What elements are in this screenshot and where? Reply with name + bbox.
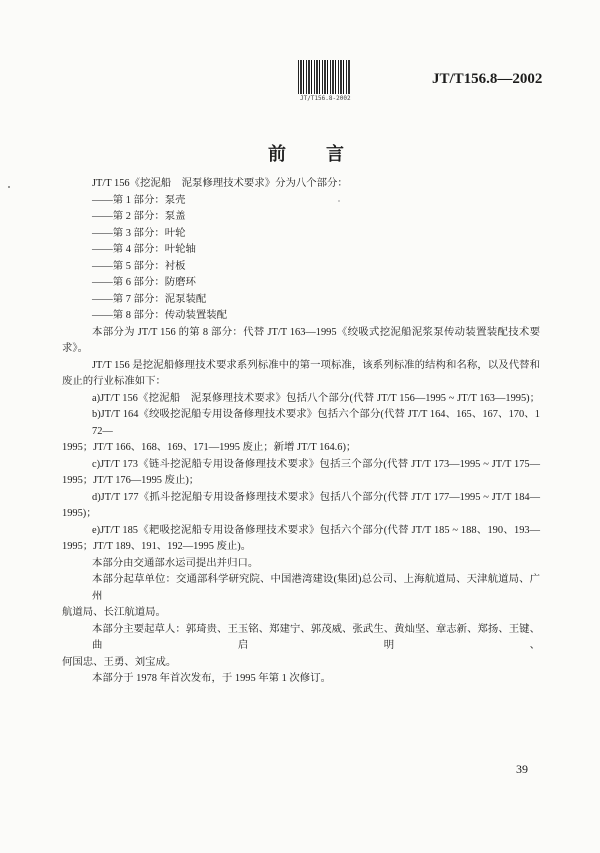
foreword-body (62, 176, 540, 688)
text-line: e)JT/T 185《耙吸挖泥船专用设备修理技术要求》包括六个部分(代替 JT/T 185 ~ 188、190、193— (92, 524, 540, 536)
heading-foreword-char-1: 前 (268, 144, 286, 164)
text-line: 本部分主要起草人：郭琦贵、王玉铭、郑建宁、郭茂威、张武生、黄灿坚、章志新、郑扬、王键、曲启明、 (92, 623, 540, 651)
text-line: 本部分起草单位：交通部科学研究院、中国港湾建设(集团)总公司、上海航道局、天津航道局、广州 (92, 574, 540, 602)
text-line: 本部分由交通部水运司提出并归口。 (92, 557, 259, 569)
text-line: 废止的行业标准如下： (62, 376, 166, 387)
barcode-text: JT/T156.8-2002 (300, 95, 351, 102)
text-line: ——第 6 部分：防磨环 (92, 277, 196, 288)
text-line: 1995)； (62, 508, 97, 519)
heading-foreword-char-2: 言 (326, 144, 344, 164)
text-line: 1995；JT/T 189、191、192—1995 废止)。 (62, 541, 252, 552)
text-line: ——第 2 部分：泵盖 (92, 211, 186, 222)
text-line: 1995；JT/T 176—1995 废止)； (62, 475, 200, 486)
text-line: ——第 7 部分：泥泵装配 (92, 293, 207, 305)
text-line: b)JT/T 164《绞吸挖泥船专用设备修理技术要求》包括六个部分(代替 JT/T 164、165、167、170、172— (92, 409, 540, 437)
text-line: 本部分为 JT/T 156 的第 8 部分：代替 JT/T 163—1995《绞吸式挖泥船泥浆泵传动装置装配技术要 (92, 326, 540, 338)
text-line: ——第 1 部分：泵壳 (92, 194, 186, 206)
scan-speck (338, 200, 340, 202)
text-line: d)JT/T 177《抓斗挖泥船专用设备修理技术要求》包括八个部分(代替 JT/T 177—1995 ~ JT/T 184— (92, 491, 540, 503)
standard-number: JT/T156.8—2002 (432, 71, 543, 87)
text-line: JT/T 156《挖泥船 泥泵修理技术要求》分为八个部分： (92, 178, 348, 189)
barcode-image (298, 60, 350, 94)
text-line: JT/T 156 是挖泥船修理技术要求系列标准中的第一项标准，该系列标准的结构和名称，以及代替和 (92, 359, 540, 371)
scan-speck (8, 186, 10, 188)
text-line: ——第 5 部分：衬板 (92, 260, 186, 272)
text-line: 航道局、长江航道局。 (62, 607, 166, 618)
text-line: ——第 3 部分：叶轮 (92, 227, 186, 239)
text-line: ——第 8 部分：传动装置装配 (92, 310, 228, 321)
page-number: 39 (516, 762, 528, 776)
text-line: c)JT/T 173《链斗挖泥船专用设备修理技术要求》包括三个部分(代替 JT/T 173—1995 ~ JT/T 175— (92, 458, 540, 470)
text-line: a)JT/T 156《挖泥船 泥泵修理技术要求》包括八个部分(代替 JT/T 156—1995 ~ JT/T 163—1995)； (92, 392, 540, 404)
text-line: 何国忠、王勇、刘宝成。 (62, 656, 177, 668)
text-line: ——第 4 部分：叶轮轴 (92, 244, 196, 255)
text-line: 求》。 (62, 343, 88, 354)
text-line: 本部分于 1978 年首次发布，于 1995 年第 1 次修订。 (92, 673, 331, 684)
text-line: 1995；JT/T 166、168、169、171—1995 废止；新增 JT/T 164.6)； (62, 442, 357, 453)
